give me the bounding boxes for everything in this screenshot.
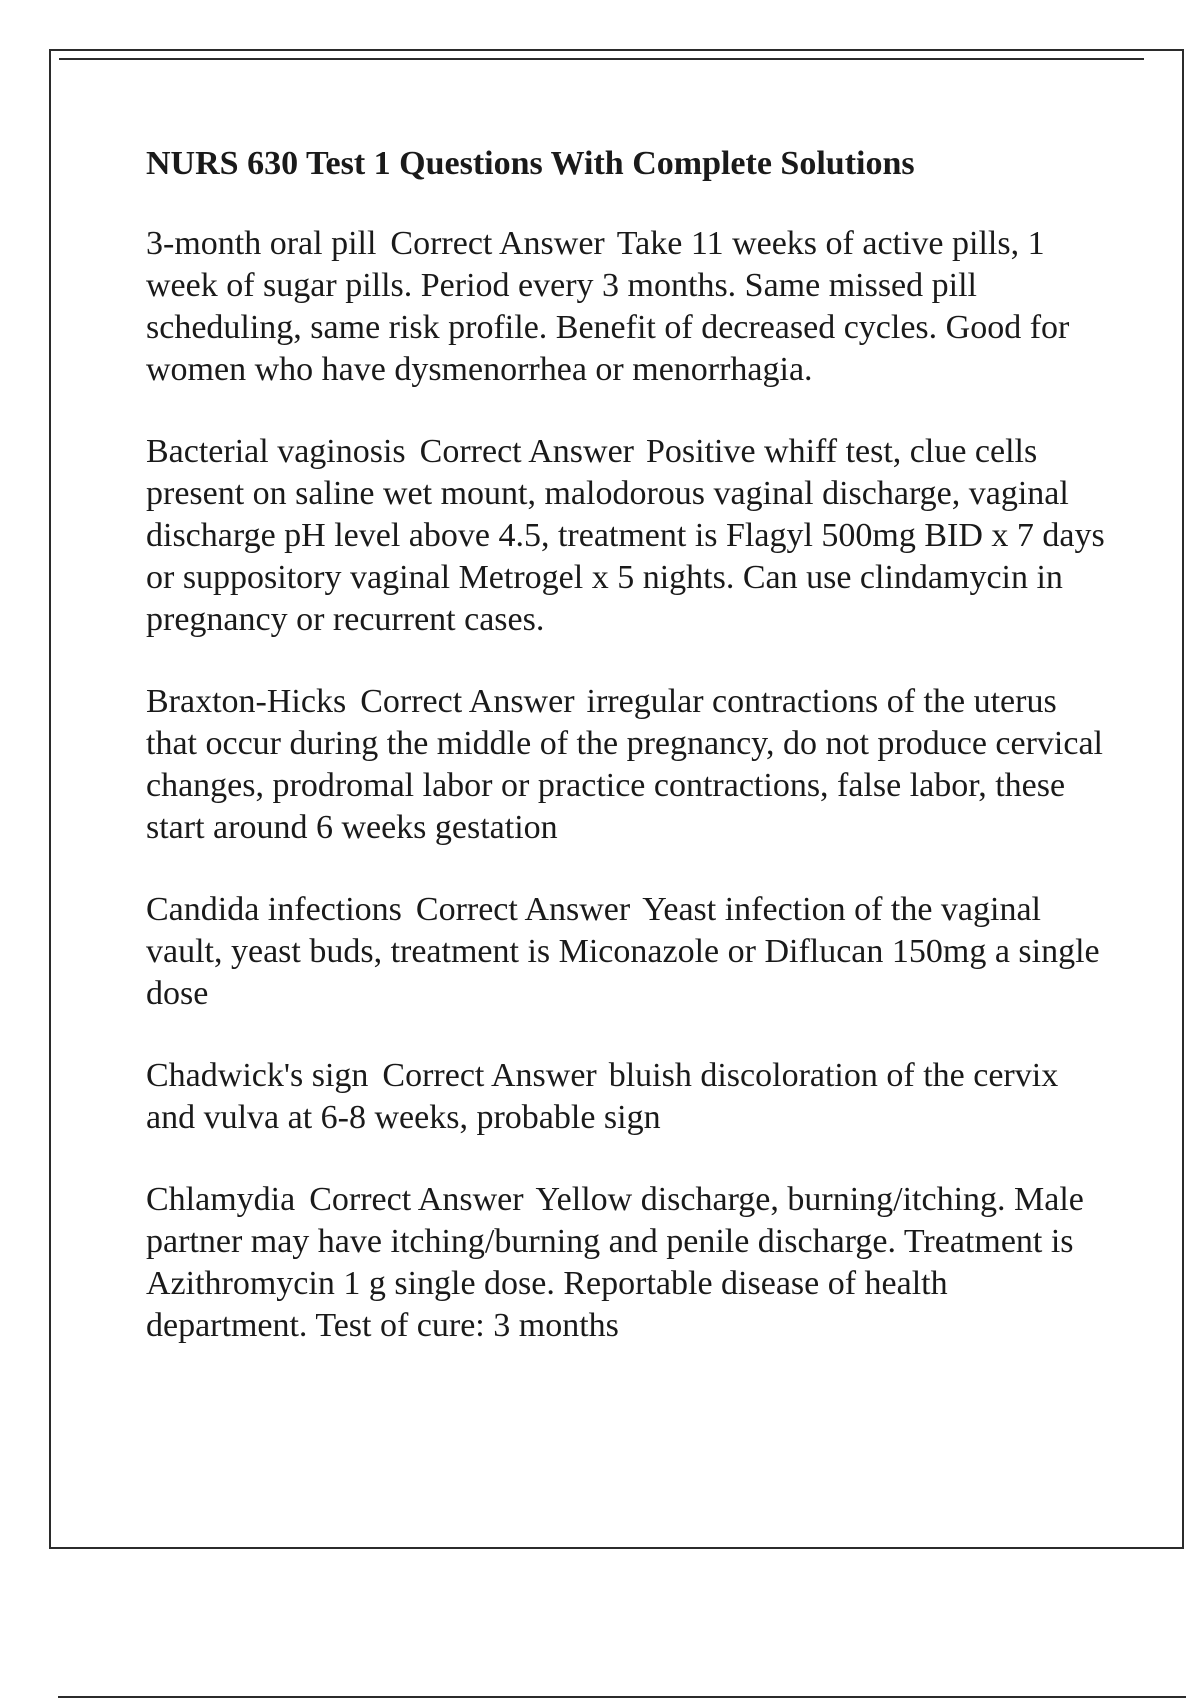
qa-answer-marker: Correct Answer: [419, 433, 634, 470]
qa-term: Chlamydia: [146, 1181, 296, 1218]
qa-answer: Positive whiff test, clue cells present on saline wet mount, malodorous vaginal discharge, vaginal discharge pH level above 4.5, treatment is Flagyl 500mg BID x 7 days or suppository vaginal Metrogel x 5 nights. Can use clindamycin in pregnancy or recurrent cases.: [146, 433, 1105, 638]
qa-answer: irregular contractions of the uterus that occur during the middle of the pregnancy, do not produce cervical changes, prodromal labor or practice contractions, false labor, these start around 6 weeks gestation: [146, 683, 1103, 846]
qa-term: Braxton-Hicks: [146, 683, 347, 720]
qa-answer: Yeast infection of the vaginal vault, yeast buds, treatment is Miconazole or Diflucan 150mg a single dose: [146, 891, 1100, 1012]
qa-answer: bluish discoloration of the cervix and vulva at 6-8 weeks, probable sign: [146, 1057, 1059, 1136]
header-rule: [59, 58, 1144, 60]
qa-answer-marker: Correct Answer: [309, 1181, 524, 1218]
qa-entry: [146, 431, 1106, 641]
qa-term: Chadwick's sign: [146, 1057, 369, 1094]
footer-rule: [58, 1696, 1186, 1698]
qa-entry: [146, 889, 1106, 1015]
qa-term: Bacterial vaginosis: [146, 433, 406, 470]
qa-answer-marker: Correct Answer: [415, 891, 631, 928]
qa-answer-marker: Correct Answer: [390, 225, 605, 262]
document-title: NURS 630 Test 1 Questions With Complete Solutions: [146, 145, 915, 182]
qa-answer: Take 11 weeks of active pills, 1 week of sugar pills. Period every 3 months. Same missed pill scheduling, same risk profile. Benefit of decreased cycles. Good for women who have dysmenorrhea or menorrhagia.: [146, 225, 1070, 388]
qa-entry: [146, 223, 1106, 391]
qa-entry: [146, 681, 1106, 849]
qa-entry: [146, 1055, 1106, 1139]
qa-answer-marker: Correct Answer: [360, 683, 575, 720]
qa-term: 3-month oral pill: [146, 225, 377, 262]
qa-entry: [146, 1179, 1106, 1347]
document-body: [146, 143, 1106, 1387]
qa-term: Candida infections: [146, 891, 402, 928]
qa-answer-marker: Correct Answer: [382, 1057, 597, 1094]
qa-answer: Yellow discharge, burning/itching. Male partner may have itching/burning and penile discharge. Treatment is Azithromycin 1 g single dose. Reportable disease of health department. Test of cure: 3 months: [146, 1181, 1084, 1344]
